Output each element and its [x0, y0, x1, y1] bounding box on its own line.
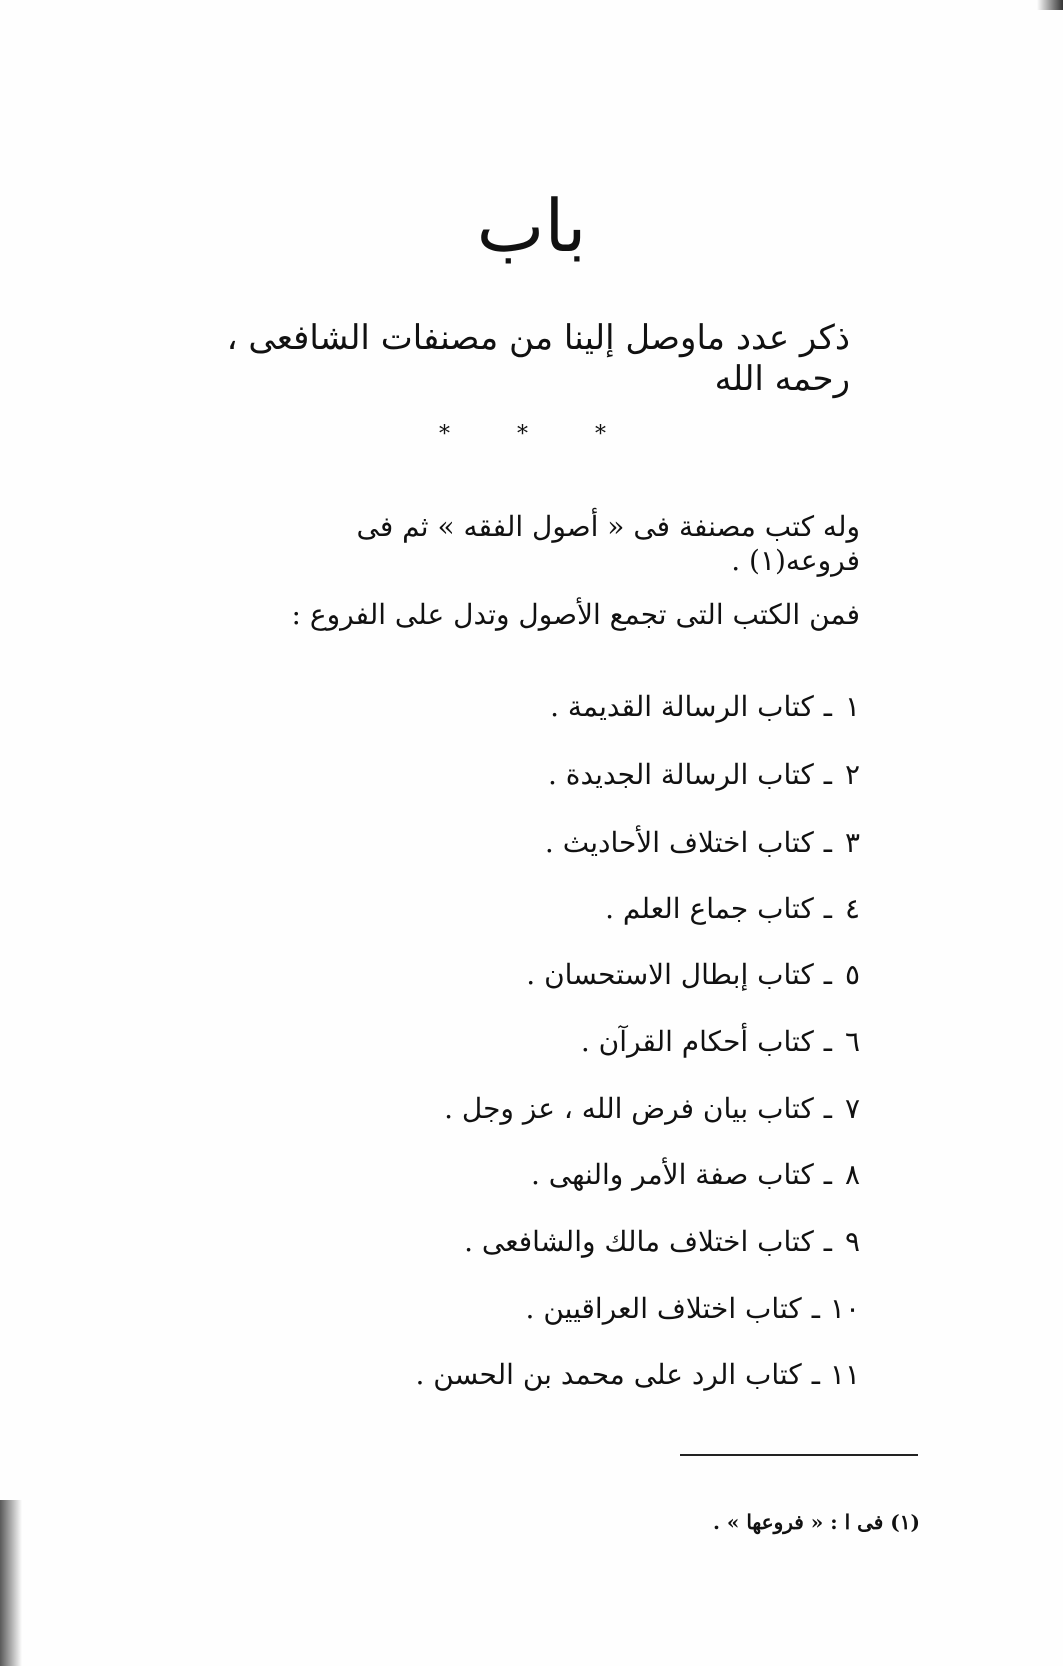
book-title: كتاب اختلاف العراقيين .	[525, 1292, 802, 1325]
footnote-divider	[680, 1454, 918, 1456]
book-title: كتاب الرسالة القديمة .	[550, 690, 814, 723]
book-dash: ـ	[823, 1025, 832, 1058]
ornament-star: *	[517, 422, 546, 447]
book-number: ١١	[829, 1358, 860, 1391]
book-list-item	[260, 1092, 860, 1126]
book-number: ٦	[844, 1025, 860, 1058]
intro-line-1: وله كتب مصنفة فى « أصول الفقه » ثم فى فروعه(١) .	[356, 510, 860, 577]
book-dash: ـ	[823, 1092, 832, 1125]
book-dash: ـ	[823, 892, 832, 925]
book-title: كتاب اختلاف مالك والشافعى .	[464, 1225, 814, 1258]
book-dash: ـ	[811, 1358, 820, 1391]
book-number: ٧	[844, 1092, 860, 1125]
book-list-item	[260, 1292, 860, 1326]
book-list-item	[260, 958, 860, 992]
chapter-heading: باب	[476, 184, 587, 268]
book-dash: ـ	[823, 1225, 832, 1258]
book-number: ٩	[844, 1225, 860, 1258]
book-title: كتاب أحكام القرآن .	[580, 1025, 814, 1058]
book-number: ١٠	[829, 1292, 860, 1325]
book-number: ٨	[844, 1158, 860, 1191]
book-title: كتاب الرد على محمد بن الحسن .	[415, 1358, 802, 1391]
footnote: (١) فى ا : « فروعها » .	[712, 1510, 920, 1534]
book-list-item	[260, 1225, 860, 1259]
intro-line-2: فمن الكتب التى تجمع الأصول وتدل على الفروع :	[291, 598, 860, 631]
book-dash: ـ	[823, 1158, 832, 1191]
book-number: ٣	[844, 826, 860, 859]
book-dash: ـ	[823, 826, 832, 859]
book-title: كتاب إبطال الاستحسان .	[526, 958, 814, 991]
book-list-item	[260, 826, 860, 860]
book-dash: ـ	[823, 758, 832, 791]
book-title: كتاب بيان فرض الله ، عز وجل .	[444, 1092, 814, 1125]
ornament-star: *	[595, 422, 624, 447]
book-list-item	[260, 1358, 860, 1392]
book-list-item	[260, 892, 860, 926]
book-dash: ـ	[823, 690, 832, 723]
book-number: ٤	[844, 892, 860, 925]
book-number: ٢	[844, 758, 860, 791]
book-title: كتاب اختلاف الأحاديث .	[544, 826, 814, 859]
book-list-item	[260, 1158, 860, 1192]
book-list-item	[260, 690, 860, 724]
book-title: كتاب صفة الأمر والنهى .	[530, 1158, 814, 1191]
book-number: ٥	[844, 958, 860, 991]
book-dash: ـ	[823, 958, 832, 991]
book-dash: ـ	[811, 1292, 820, 1325]
chapter-subtitle: ذكر عدد ماوصل إلينا من مصنفات الشافعى ، رحمه الله	[226, 318, 850, 399]
book-number: ١	[844, 690, 860, 723]
book-title: كتاب جماع العلم .	[605, 892, 814, 925]
book-title: كتاب الرسالة الجديدة .	[547, 758, 814, 791]
page-edge-mark	[1037, 0, 1063, 10]
ornament-star: *	[439, 422, 468, 447]
ornament-separator	[0, 422, 1063, 447]
book-list-item	[260, 1025, 860, 1059]
book-list-item	[260, 758, 860, 792]
